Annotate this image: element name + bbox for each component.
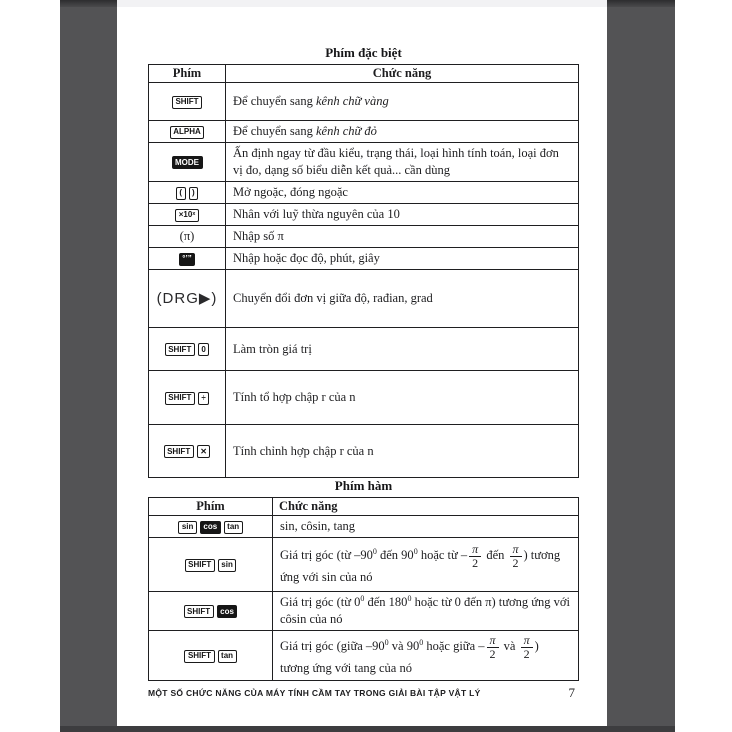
fraction: $\frac{\pi}{2}$ [469, 543, 481, 569]
key-cell [149, 592, 273, 631]
calc-key-icon: °’” [179, 253, 195, 266]
table-row [149, 371, 579, 425]
table-row [149, 204, 579, 226]
table-header-row [149, 498, 579, 516]
function-description-cell: Giá trị góc (từ $-90^0$ đến $90^0$ hoặc từ – $\frac{\pi}{2}$ đến $\frac{\pi}{2}$ ) tương ứng với sin của nó [273, 538, 579, 592]
table-row [149, 516, 579, 538]
calc-key-icon: SHIFT [184, 650, 214, 663]
calc-key-icon: SHIFT [164, 445, 194, 458]
document-page [117, 7, 607, 726]
table-row [149, 83, 579, 121]
calc-key-icon: 0 [198, 343, 209, 356]
function-description-cell: sin, côsin, tang [273, 516, 579, 538]
key-cell [149, 425, 226, 478]
calc-key-icon: (DRG▶) [156, 289, 218, 307]
function-description-cell: Chuyển đổi đơn vị giữa độ, rađian, grad [226, 270, 579, 328]
key-cell [149, 270, 226, 328]
table-row [149, 248, 579, 270]
function-description-cell: Giá trị góc (giữa $-90^0$ và $90^0$ hoặc giữa – $\frac{\pi}{2}$ và $\frac{\pi}{2}$ ) tương ứng với tang của nó [273, 631, 579, 681]
calc-key-icon: SHIFT [172, 96, 202, 109]
calc-key-icon: SHIFT [185, 559, 215, 572]
calc-key-icon: (π) [179, 229, 195, 243]
calc-key-icon: SHIFT [165, 343, 195, 356]
function-description-cell: Làm tròn giá trị [226, 328, 579, 371]
header-cell: Phím [149, 65, 226, 83]
page-number: 7 [568, 685, 575, 700]
table-title-special-keys: Phím đặc biệt [325, 45, 402, 60]
function-description-cell: Tính tổ hợp chập r của n [226, 371, 579, 425]
calc-key-icon: MODE [172, 156, 203, 169]
function-description-cell: Ấn định ngay từ đầu kiểu, trạng thái, loại hình tính toán, loại đơn vị đo, dạng số biểu diễn kết quả... cần dùng [226, 143, 579, 182]
function-description-cell: Tính chỉnh hợp chập r của n [226, 425, 579, 478]
table-function-keys [148, 497, 579, 681]
table-header-row [149, 65, 579, 83]
calc-key-icon: ×10ˣ [175, 209, 199, 222]
calc-key-icon: cos [200, 521, 221, 534]
calc-key-icon: ✕ [197, 445, 211, 458]
calc-key-icon: sin [218, 559, 237, 572]
table-special-keys [148, 64, 579, 478]
table-title-function-keys: Phím hàm [334, 478, 393, 493]
table-row [149, 182, 579, 204]
key-cell [149, 516, 273, 538]
table-row [149, 631, 579, 681]
fraction: $\frac{\pi}{2}$ [521, 634, 533, 660]
calc-key-icon: sin [178, 521, 197, 534]
fraction: $\frac{\pi}{2}$ [487, 634, 499, 660]
calc-key-icon: ALPHA [170, 126, 205, 139]
function-description-cell: Giá trị góc (từ $0^0$ đến $180^0$ hoặc từ 0 đến π) tương ứng với côsin của nó [273, 592, 579, 631]
function-description-cell: Nhập hoặc đọc độ, phút, giây [226, 248, 579, 270]
header-cell: Chức năng [273, 498, 579, 516]
key-cell [149, 204, 226, 226]
function-description-cell: Để chuyển sang kênh chữ vàng [226, 83, 579, 121]
calc-key-icon: ) [189, 187, 199, 200]
calc-key-icon: SHIFT [165, 392, 195, 405]
function-description-cell: Để chuyển sang kênh chữ đỏ [226, 121, 579, 143]
table-row [149, 538, 579, 592]
key-cell [149, 371, 226, 425]
calc-key-icon: ( [176, 187, 186, 200]
function-description-cell: Nhập số π [226, 226, 579, 248]
key-cell [149, 538, 273, 592]
calc-key-icon: ÷ [198, 392, 209, 405]
function-description-cell: Mở ngoặc, đóng ngoặc [226, 182, 579, 204]
table-row [149, 226, 579, 248]
function-description-cell: Nhân với luỹ thừa nguyên của 10 [226, 204, 579, 226]
calc-key-icon: tan [224, 521, 243, 534]
calc-key-icon: tan [218, 650, 237, 663]
table-row [149, 270, 579, 328]
key-cell [149, 83, 226, 121]
key-cell [149, 143, 226, 182]
page-top-edge [117, 0, 607, 7]
page-footer [148, 685, 579, 701]
viewer-bottom-bar [60, 726, 675, 732]
table-row [149, 592, 579, 631]
key-cell [149, 328, 226, 371]
key-cell [149, 121, 226, 143]
calc-key-icon: cos [217, 605, 238, 618]
table-row [149, 425, 579, 478]
table-row [149, 121, 579, 143]
key-cell [149, 248, 226, 270]
header-cell: Chức năng [226, 65, 579, 83]
key-cell [149, 182, 226, 204]
footer-text: MỘT SỐ CHỨC NĂNG CỦA MÁY TÍNH CẦM TAY TRONG GIẢI BÀI TẬP VẬT LÝ [148, 688, 481, 698]
calc-key-icon: SHIFT [184, 605, 214, 618]
fraction: $\frac{\pi}{2}$ [510, 543, 522, 569]
table-row [149, 143, 579, 182]
table-row [149, 328, 579, 371]
key-cell [149, 631, 273, 681]
header-cell: Phím [149, 498, 273, 516]
key-cell [149, 226, 226, 248]
